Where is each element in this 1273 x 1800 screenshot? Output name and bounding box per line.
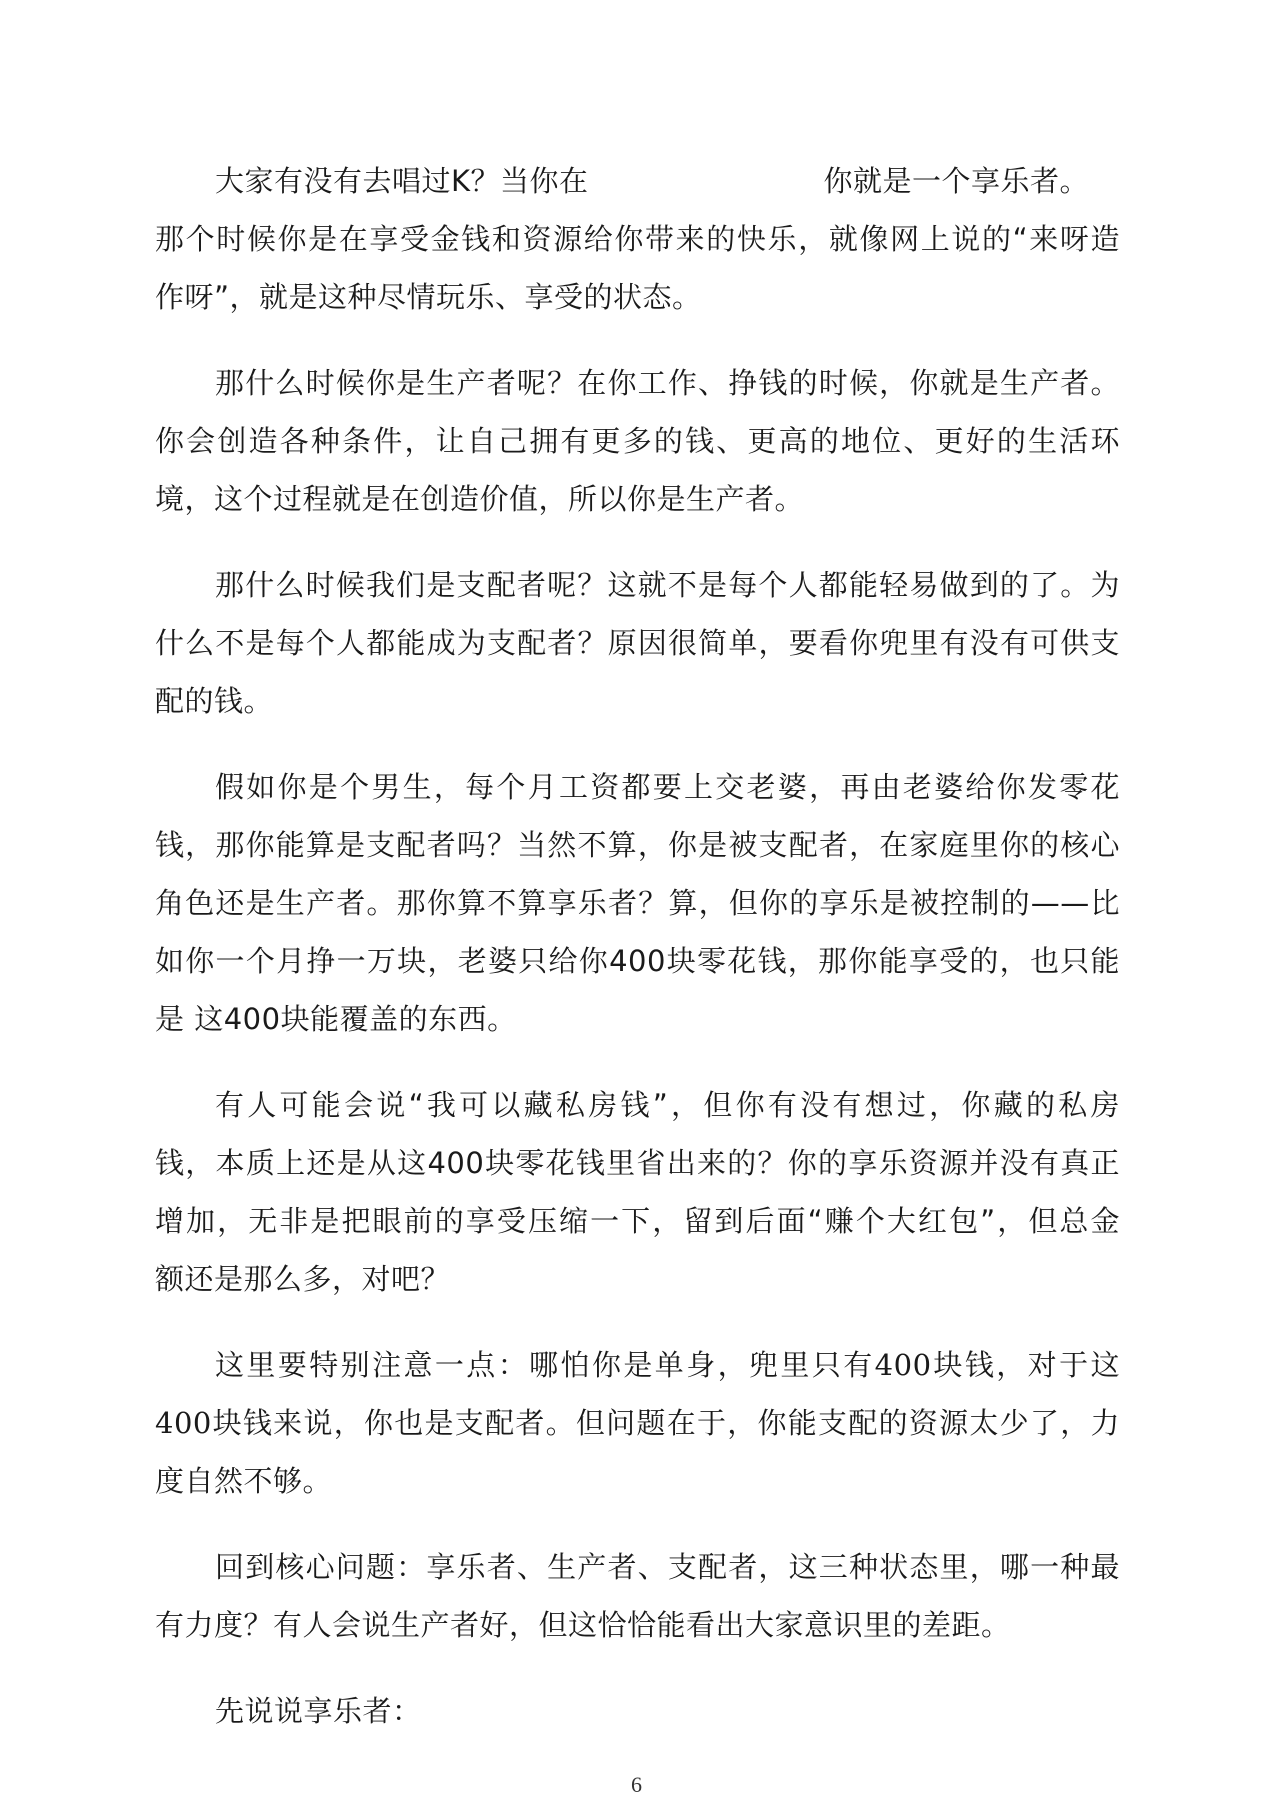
text-line: 角色还是生产者。那你算不算享乐者？算，但你的享乐是被控制的——比 — [155, 886, 1120, 920]
text-line: 大家有没有去唱过K？当你在 你就是一个享乐者。 — [215, 164, 1090, 198]
text-line: 那什么时候你是生产者呢？在你工作、挣钱的时候，你就是生产者。 — [215, 366, 1120, 400]
text-line: 有人可能会说“我可以藏私房钱”，但你有没有想过，你藏的私房 — [215, 1088, 1120, 1122]
page-number: 6 — [631, 1772, 642, 1797]
text-line: 400块钱来说，你也是支配者。但问题在于，你能支配的资源太少了，力 — [155, 1406, 1120, 1440]
paragraph-6 — [155, 1336, 1120, 1510]
paragraph-1 — [155, 152, 1120, 326]
text-line: 是 这400块能覆盖的东西。 — [155, 1002, 517, 1036]
paragraph-4 — [155, 758, 1120, 1048]
paragraph-7 — [155, 1538, 1120, 1654]
text-line: 境，这个过程就是在创造价值，所以你是生产者。 — [155, 482, 805, 516]
text-line: 额还是那么多，对吧？ — [155, 1262, 451, 1296]
text-line: 钱，那你能算是支配者吗？当然不算，你是被支配者，在家庭里你的核心 — [155, 828, 1120, 862]
text-fragment: 你就是一个享乐者。 — [823, 164, 1090, 198]
paragraph-2 — [155, 354, 1120, 528]
text-line: 这里要特别注意一点：哪怕你是单身，兜里只有400块钱，对于这 — [215, 1348, 1120, 1382]
paragraph-5 — [155, 1076, 1120, 1308]
text-line: 钱，本质上还是从这400块零花钱里省出来的？你的享乐资源并没有真正 — [155, 1146, 1120, 1180]
paragraph-8 — [155, 1682, 1120, 1740]
body-text — [155, 152, 1120, 1768]
text-line: 回到核心问题：享乐者、生产者、支配者，这三种状态里，哪一种最 — [215, 1550, 1120, 1584]
text-line: 先说说享乐者： — [215, 1694, 422, 1728]
text-line: 那什么时候我们是支配者呢？这就不是每个人都能轻易做到的了。为 — [215, 568, 1120, 602]
text-line: 什么不是每个人都能成为支配者？原因很简单，要看你兜里有没有可供支 — [155, 626, 1120, 660]
text-line: 你会创造各种条件，让自己拥有更多的钱、更高的地位、更好的生活环 — [155, 424, 1120, 458]
text-line: 如你一个月挣一万块，老婆只给你400块零花钱，那你能享受的，也只能 — [155, 944, 1120, 978]
text-line: 有力度？有人会说生产者好，但这恰恰能看出大家意识里的差距。 — [155, 1608, 1011, 1642]
text-line: 作呀”，就是这种尽情玩乐、享受的状态。 — [155, 280, 702, 314]
text-line: 配的钱。 — [155, 684, 274, 718]
text-line: 那个时候你是在享受金钱和资源给你带来的快乐，就像网上说的“来呀造 — [155, 222, 1120, 256]
text-line: 增加，无非是把眼前的享受压缩一下，留到后面“赚个大红包”，但总金 — [155, 1204, 1120, 1238]
text-line: 假如你是个男生，每个月工资都要上交老婆，再由老婆给你发零花 — [215, 770, 1120, 804]
paragraph-3 — [155, 556, 1120, 730]
text-line: 度自然不够。 — [155, 1464, 333, 1498]
